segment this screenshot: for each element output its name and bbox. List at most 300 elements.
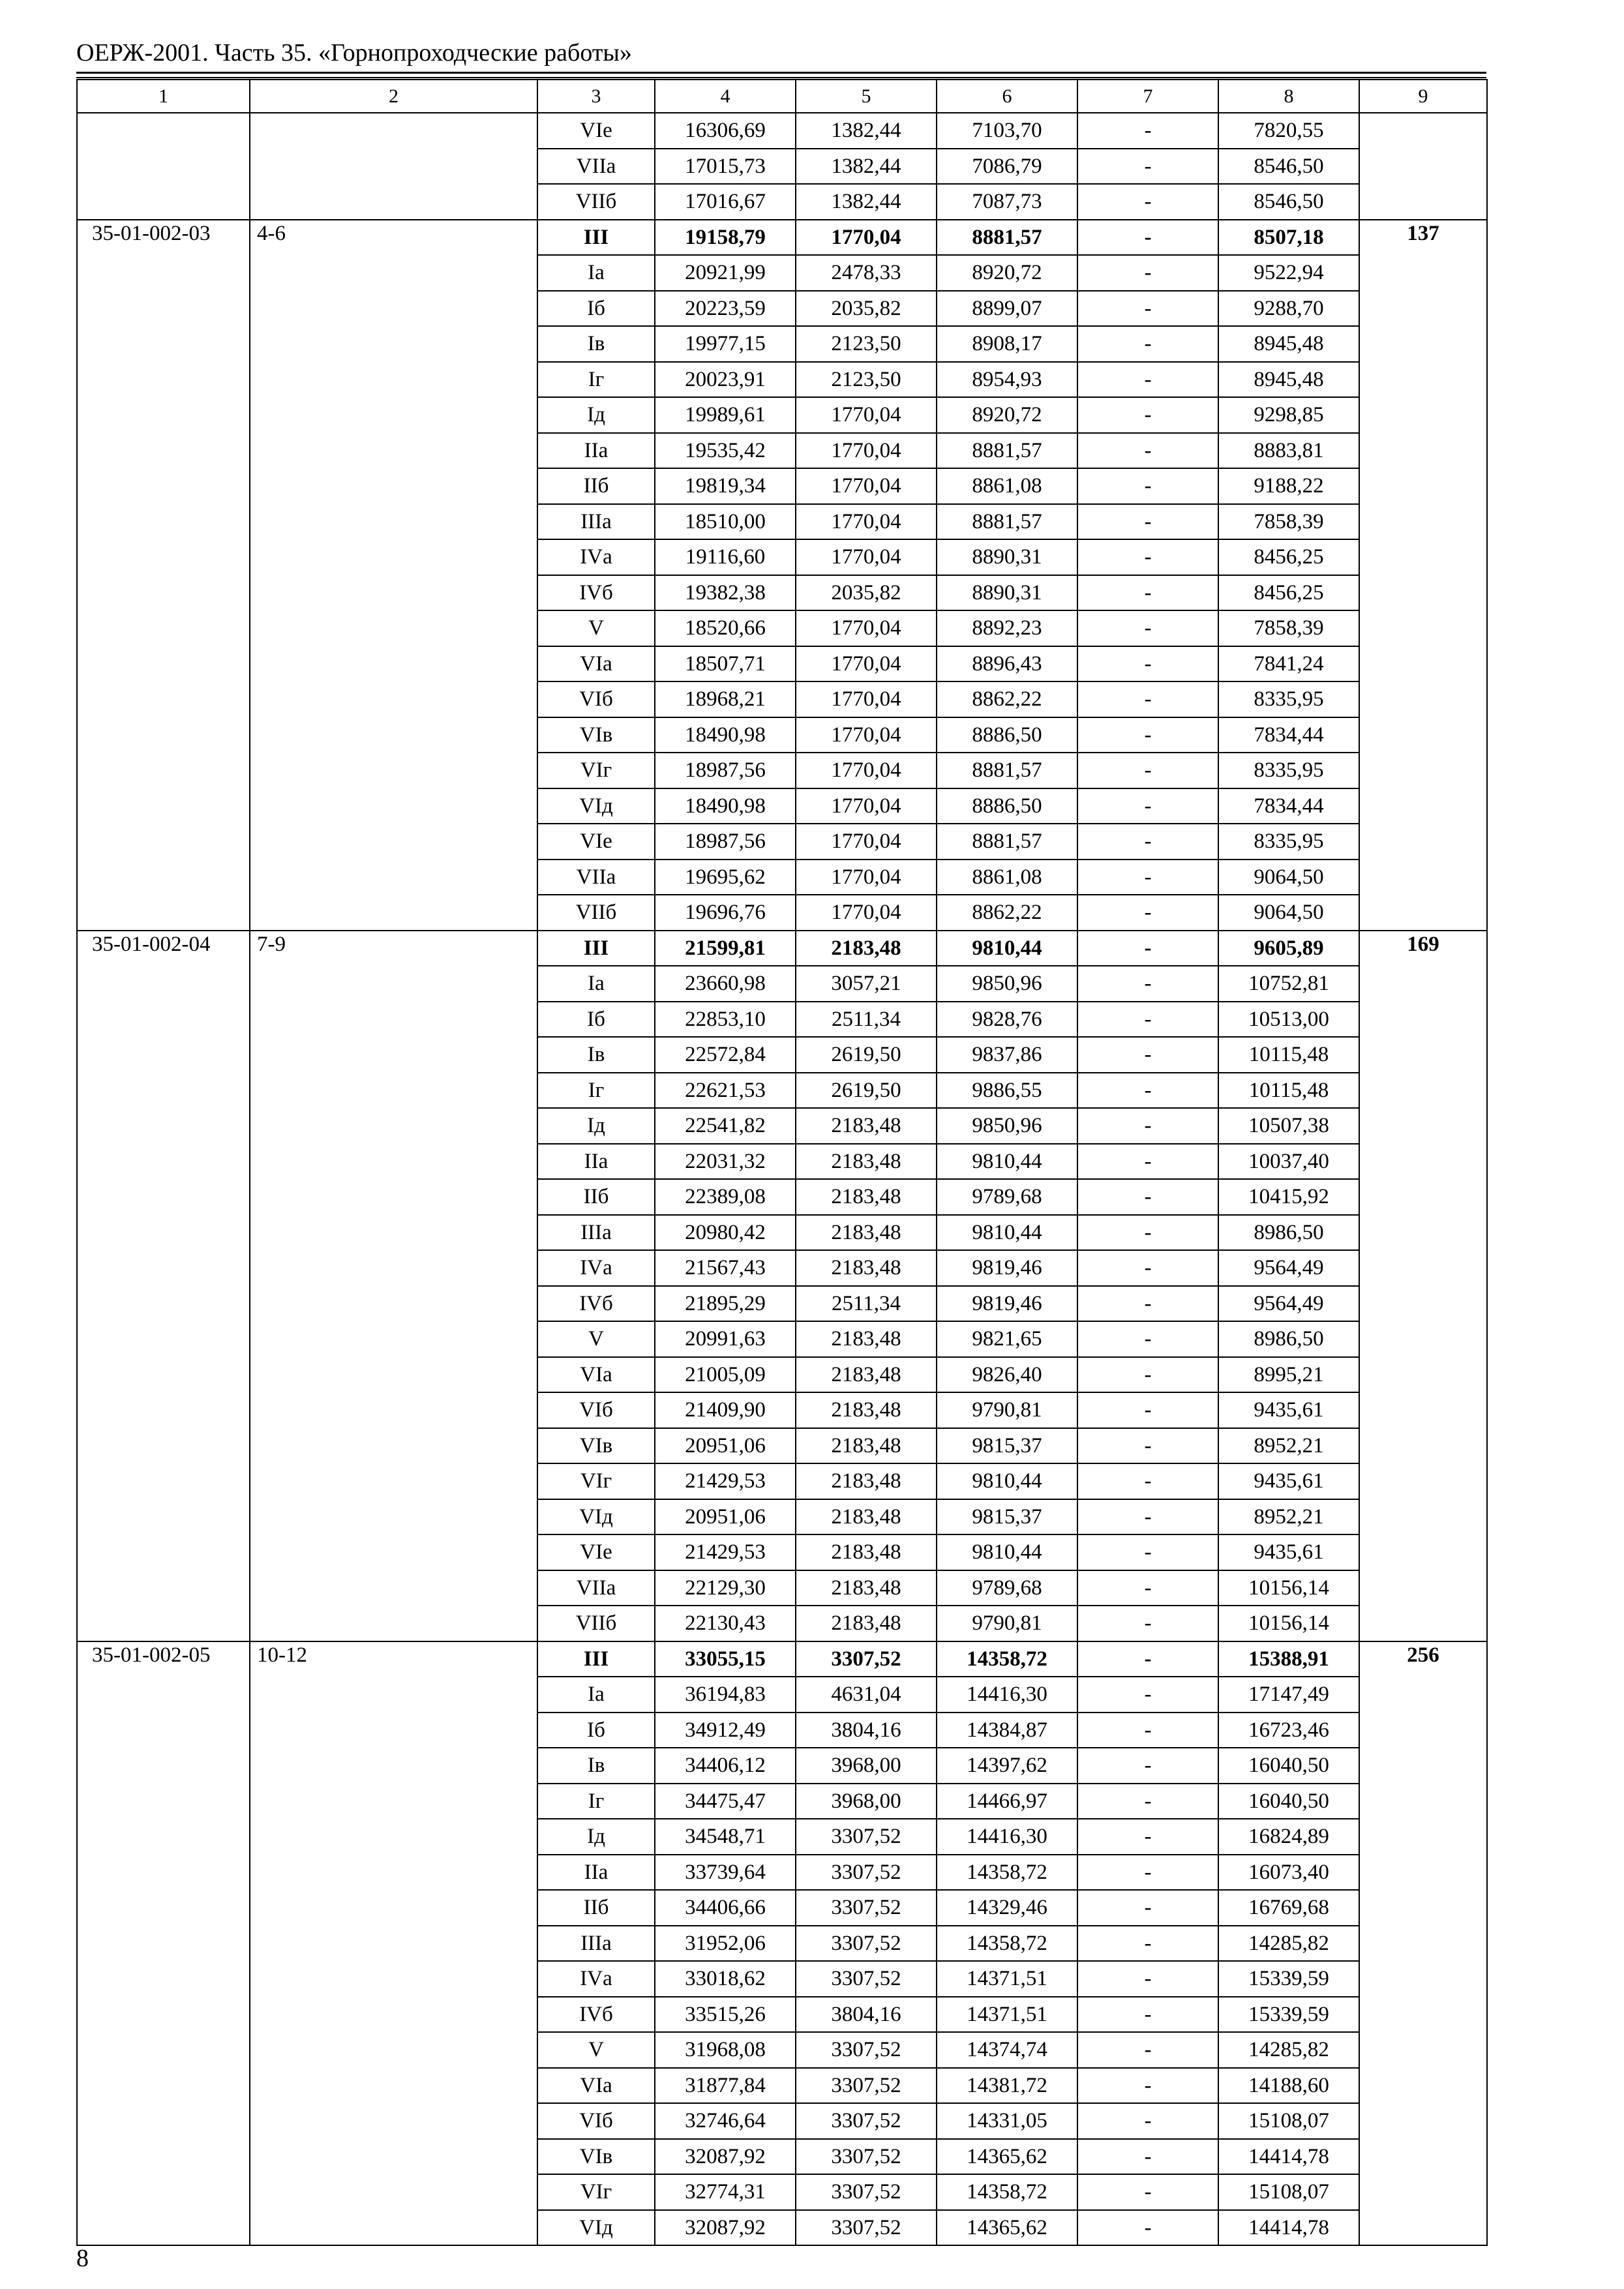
value-cell-c6: 14358,72 [937, 1855, 1077, 1891]
value-cell-c5: 2123,50 [796, 362, 937, 398]
value-cell-c7: - [1077, 539, 1218, 575]
column-header: 2 [250, 80, 537, 113]
value-cell-c6: 9819,46 [937, 1250, 1077, 1286]
value-cell-c4: 19819,34 [655, 468, 796, 504]
value-cell-c6: 8886,50 [937, 788, 1077, 824]
value-cell-c4: 21409,90 [655, 1392, 796, 1428]
category-cell: Iб [537, 1002, 655, 1038]
value-cell-c4: 33739,64 [655, 1855, 796, 1891]
value-cell-c7: - [1077, 1926, 1218, 1962]
value-cell-c6: 7086,79 [937, 149, 1077, 185]
category-cell: VIе [537, 113, 655, 149]
value-cell-c8: 8883,81 [1218, 433, 1359, 469]
value-cell-c7: - [1077, 895, 1218, 931]
column-header: 8 [1218, 80, 1359, 113]
category-cell: Iв [537, 1748, 655, 1784]
value-cell-c5: 2619,50 [796, 1037, 937, 1073]
value-cell-c5: 2123,50 [796, 326, 937, 362]
page-number: 8 [76, 2245, 89, 2272]
value-cell-c4: 31877,84 [655, 2068, 796, 2104]
value-cell-c6: 9815,37 [937, 1428, 1077, 1464]
value-cell-c8: 9522,94 [1218, 255, 1359, 291]
value-cell-c8: 15108,07 [1218, 2103, 1359, 2139]
value-cell-c5: 1770,04 [796, 468, 937, 504]
value-cell-c8: 9564,49 [1218, 1250, 1359, 1286]
value-cell-c6: 14466,97 [937, 1784, 1077, 1819]
category-cell: VIIб [537, 1606, 655, 1641]
value-cell-c5: 1770,04 [796, 539, 937, 575]
column-header: 4 [655, 80, 796, 113]
value-cell-c5: 1770,04 [796, 433, 937, 469]
value-cell-c7: - [1077, 397, 1218, 433]
value-cell-c8: 8945,48 [1218, 326, 1359, 362]
value-cell-c8: 9605,89 [1218, 931, 1359, 966]
category-cell: IVб [537, 1997, 655, 2033]
value-cell-c7: - [1077, 326, 1218, 362]
value-cell-c6: 9850,96 [937, 966, 1077, 1002]
rate-code-cell: 35-01-002-03 [77, 220, 250, 931]
value-cell-c5: 3307,52 [796, 1641, 937, 1677]
value-cell-c8: 7858,39 [1218, 610, 1359, 646]
value-cell-c5: 1770,04 [796, 824, 937, 860]
category-cell: VIг [537, 2174, 655, 2210]
value-cell-c4: 18490,98 [655, 788, 796, 824]
value-cell-c8: 17147,49 [1218, 1677, 1359, 1713]
value-cell-c7: - [1077, 1499, 1218, 1535]
value-cell-c7: - [1077, 1784, 1218, 1819]
value-cell-c8: 9435,61 [1218, 1392, 1359, 1428]
value-cell-c8: 14285,82 [1218, 1926, 1359, 1962]
value-cell-c7: - [1077, 646, 1218, 682]
column-header: 5 [796, 80, 937, 113]
value-cell-c6: 8896,43 [937, 646, 1077, 682]
column-header: 6 [937, 80, 1077, 113]
category-cell: Iа [537, 1677, 655, 1713]
category-cell: IIб [537, 1890, 655, 1926]
value-cell-c8: 8546,50 [1218, 184, 1359, 220]
category-cell: IVб [537, 575, 655, 611]
value-cell-c5: 1770,04 [796, 788, 937, 824]
value-cell-c8: 10115,48 [1218, 1037, 1359, 1073]
value-cell-c8: 9564,49 [1218, 1286, 1359, 1322]
category-cell: Iб [537, 291, 655, 327]
category-cell: Iд [537, 1819, 655, 1855]
category-cell: Iб [537, 1713, 655, 1748]
value-cell-c4: 34406,66 [655, 1890, 796, 1926]
value-cell-c5: 2183,48 [796, 1250, 937, 1286]
value-cell-c6: 8861,08 [937, 860, 1077, 895]
value-cell-c4: 31968,08 [655, 2032, 796, 2068]
value-cell-c8: 10415,92 [1218, 1179, 1359, 1215]
category-cell: VIв [537, 717, 655, 753]
value-cell-c7: - [1077, 2174, 1218, 2210]
value-cell-c4: 20023,91 [655, 362, 796, 398]
value-cell-c5: 3968,00 [796, 1748, 937, 1784]
value-cell-c4: 19382,38 [655, 575, 796, 611]
value-cell-c5: 1382,44 [796, 113, 937, 149]
category-cell: V [537, 1321, 655, 1357]
value-cell-c6: 9819,46 [937, 1286, 1077, 1322]
value-cell-c6: 9790,81 [937, 1606, 1077, 1641]
value-cell-c5: 2035,82 [796, 291, 937, 327]
value-cell-c8: 16073,40 [1218, 1855, 1359, 1891]
value-cell-c8: 8952,21 [1218, 1428, 1359, 1464]
value-cell-c6: 9837,86 [937, 1037, 1077, 1073]
value-cell-c4: 21599,81 [655, 931, 796, 966]
value-cell-c8: 7834,44 [1218, 717, 1359, 753]
value-cell-c6: 9789,68 [937, 1570, 1077, 1606]
value-cell-c8: 16040,50 [1218, 1748, 1359, 1784]
value-cell-c5: 2183,48 [796, 1534, 937, 1570]
rate-code-cell: 35-01-002-04 [77, 931, 250, 1641]
table-body [77, 113, 1487, 2245]
value-cell-c6: 9790,81 [937, 1392, 1077, 1428]
table-row [77, 220, 1487, 256]
value-cell-c5: 2183,48 [796, 1606, 937, 1641]
value-cell-c6: 8881,57 [937, 220, 1077, 256]
value-cell-c5: 3307,52 [796, 2210, 937, 2246]
value-cell-c7: - [1077, 1250, 1218, 1286]
value-cell-c5: 1770,04 [796, 397, 937, 433]
value-cell-c4: 21895,29 [655, 1286, 796, 1322]
value-cell-c6: 9810,44 [937, 931, 1077, 966]
value-cell-c6: 9815,37 [937, 1499, 1077, 1535]
value-cell-c7: - [1077, 1002, 1218, 1038]
column-header: 1 [77, 80, 250, 113]
value-cell-c8: 8507,18 [1218, 220, 1359, 256]
value-cell-c5: 3307,52 [796, 2032, 937, 2068]
value-cell-c4: 33515,26 [655, 1997, 796, 2033]
value-cell-c7: - [1077, 255, 1218, 291]
value-cell-c4: 22621,53 [655, 1073, 796, 1109]
value-cell-c6: 8954,93 [937, 362, 1077, 398]
value-cell-c4: 34475,47 [655, 1784, 796, 1819]
value-cell-c7: - [1077, 362, 1218, 398]
category-cell: V [537, 2032, 655, 2068]
rate-code-cell [77, 113, 250, 220]
value-cell-c5: 3057,21 [796, 966, 937, 1002]
value-cell-c5: 2183,48 [796, 1428, 937, 1464]
value-cell-c5: 2183,48 [796, 1392, 937, 1428]
value-cell-c8: 9064,50 [1218, 860, 1359, 895]
value-cell-c7: - [1077, 1748, 1218, 1784]
value-cell-c6: 9810,44 [937, 1534, 1077, 1570]
value-cell-c7: - [1077, 753, 1218, 788]
value-cell-c4: 22541,82 [655, 1108, 796, 1144]
header-rule-secondary [76, 77, 1486, 78]
value-cell-c5: 3804,16 [796, 1997, 937, 2033]
value-cell-c8: 8335,95 [1218, 824, 1359, 860]
category-cell: VIIб [537, 184, 655, 220]
value-cell-c6: 9821,65 [937, 1321, 1077, 1357]
category-cell: IIа [537, 433, 655, 469]
value-cell-c7: - [1077, 966, 1218, 1002]
value-cell-c6: 8892,23 [937, 610, 1077, 646]
value-cell-c6: 9850,96 [937, 1108, 1077, 1144]
category-cell: V [537, 610, 655, 646]
value-cell-c5: 1770,04 [796, 717, 937, 753]
category-cell: VIIа [537, 149, 655, 185]
category-cell: IVа [537, 1961, 655, 1997]
value-cell-c5: 2183,48 [796, 1179, 937, 1215]
value-cell-c7: - [1077, 1961, 1218, 1997]
value-cell-c7: - [1077, 2068, 1218, 2104]
category-cell: VIг [537, 1463, 655, 1499]
value-cell-c4: 21429,53 [655, 1463, 796, 1499]
value-cell-c4: 16306,69 [655, 113, 796, 149]
value-cell-c7: - [1077, 1037, 1218, 1073]
category-cell: Iг [537, 1073, 655, 1109]
value-cell-c6: 8890,31 [937, 539, 1077, 575]
value-cell-c4: 19977,15 [655, 326, 796, 362]
value-cell-c7: - [1077, 291, 1218, 327]
value-cell-c7: - [1077, 1606, 1218, 1641]
value-cell-c7: - [1077, 1144, 1218, 1180]
category-cell: III [537, 1641, 655, 1677]
value-cell-c6: 8862,22 [937, 895, 1077, 931]
value-cell-c5: 3307,52 [796, 2139, 937, 2175]
value-cell-c8: 8546,50 [1218, 149, 1359, 185]
value-cell-c5: 1382,44 [796, 149, 937, 185]
value-cell-c5: 3307,52 [796, 2103, 937, 2139]
value-cell-c4: 20951,06 [655, 1428, 796, 1464]
value-cell-c5: 1770,04 [796, 220, 937, 256]
value-cell-c7: - [1077, 931, 1218, 966]
value-cell-c7: - [1077, 1108, 1218, 1144]
value-cell-c7: - [1077, 1570, 1218, 1606]
value-cell-c8: 9435,61 [1218, 1534, 1359, 1570]
value-cell-c6: 9789,68 [937, 1179, 1077, 1215]
value-cell-c4: 18510,00 [655, 504, 796, 540]
value-cell-c4: 20951,06 [655, 1499, 796, 1535]
category-cell: IVб [537, 1286, 655, 1322]
category-cell: III [537, 220, 655, 256]
value-cell-c4: 17015,73 [655, 149, 796, 185]
value-cell-c8: 10037,40 [1218, 1144, 1359, 1180]
category-cell: VIд [537, 788, 655, 824]
value-cell-c8: 7858,39 [1218, 504, 1359, 540]
range-cell: 7-9 [250, 931, 537, 1641]
value-cell-c4: 19696,76 [655, 895, 796, 931]
value-cell-c6: 8861,08 [937, 468, 1077, 504]
value-cell-c4: 34548,71 [655, 1819, 796, 1855]
value-cell-c4: 33018,62 [655, 1961, 796, 1997]
value-cell-c5: 1770,04 [796, 681, 937, 717]
category-cell: VIг [537, 753, 655, 788]
value-cell-c8: 7820,55 [1218, 113, 1359, 149]
category-cell: Iг [537, 1784, 655, 1819]
value-cell-c8: 8945,48 [1218, 362, 1359, 398]
value-cell-c8: 8995,21 [1218, 1357, 1359, 1393]
column-number-row [77, 80, 1487, 113]
value-cell-c8: 10752,81 [1218, 966, 1359, 1002]
value-cell-c4: 17016,67 [655, 184, 796, 220]
range-cell: 4-6 [250, 220, 537, 931]
value-cell-c8: 16824,89 [1218, 1819, 1359, 1855]
value-cell-c4: 18987,56 [655, 824, 796, 860]
value-cell-c8: 14188,60 [1218, 2068, 1359, 2104]
category-cell: VIе [537, 1534, 655, 1570]
category-cell: IIа [537, 1855, 655, 1891]
value-cell-c6: 14358,72 [937, 1926, 1077, 1962]
value-cell-c7: - [1077, 2032, 1218, 2068]
value-cell-c6: 7087,73 [937, 184, 1077, 220]
value-cell-c7: - [1077, 717, 1218, 753]
value-cell-c5: 2183,48 [796, 1215, 937, 1251]
value-cell-c7: - [1077, 468, 1218, 504]
value-cell-c4: 21005,09 [655, 1357, 796, 1393]
value-cell-c5: 4631,04 [796, 1677, 937, 1713]
value-cell-c8: 14285,82 [1218, 2032, 1359, 2068]
value-cell-c8: 9435,61 [1218, 1463, 1359, 1499]
category-cell: Iд [537, 1108, 655, 1144]
value-cell-c5: 3307,52 [796, 2174, 937, 2210]
value-cell-c8: 16769,68 [1218, 1890, 1359, 1926]
value-cell-c8: 8335,95 [1218, 681, 1359, 717]
category-cell: VIа [537, 1357, 655, 1393]
value-cell-c5: 1770,04 [796, 860, 937, 895]
value-cell-c8: 14414,78 [1218, 2139, 1359, 2175]
value-cell-c5: 3307,52 [796, 1961, 937, 1997]
value-cell-c7: - [1077, 2210, 1218, 2246]
value-cell-c5: 1770,04 [796, 895, 937, 931]
rates-table [76, 79, 1488, 2246]
value-cell-c7: - [1077, 1215, 1218, 1251]
value-cell-c7: - [1077, 1073, 1218, 1109]
value-cell-c4: 19158,79 [655, 220, 796, 256]
value-cell-c6: 14365,62 [937, 2210, 1077, 2246]
value-cell-c4: 22129,30 [655, 1570, 796, 1606]
value-cell-c7: - [1077, 1428, 1218, 1464]
value-cell-c5: 2183,48 [796, 1357, 937, 1393]
category-cell: VIа [537, 2068, 655, 2104]
value-cell-c4: 23660,98 [655, 966, 796, 1002]
category-cell: Iа [537, 966, 655, 1002]
value-cell-c7: - [1077, 433, 1218, 469]
value-cell-c7: - [1077, 575, 1218, 611]
value-cell-c5: 3307,52 [796, 2068, 937, 2104]
value-cell-c4: 19989,61 [655, 397, 796, 433]
value-cell-c4: 20980,42 [655, 1215, 796, 1251]
value-cell-c4: 19695,62 [655, 860, 796, 895]
value-cell-c7: - [1077, 1677, 1218, 1713]
table-row [77, 1641, 1487, 1677]
value-cell-c6: 14331,05 [937, 2103, 1077, 2139]
value-cell-c8: 8335,95 [1218, 753, 1359, 788]
value-cell-c4: 22389,08 [655, 1179, 796, 1215]
category-cell: IIа [537, 1144, 655, 1180]
value-cell-c7: - [1077, 824, 1218, 860]
value-cell-c4: 20223,59 [655, 291, 796, 327]
value-cell-c7: - [1077, 1179, 1218, 1215]
value-cell-c8: 10156,14 [1218, 1606, 1359, 1641]
value-cell-c5: 1382,44 [796, 184, 937, 220]
category-cell: IIIа [537, 1215, 655, 1251]
range-cell [250, 113, 537, 220]
category-cell: III [537, 931, 655, 966]
category-cell: Iв [537, 1037, 655, 1073]
value-cell-c5: 2511,34 [796, 1002, 937, 1038]
value-cell-c6: 9826,40 [937, 1357, 1077, 1393]
value-cell-c4: 32746,64 [655, 2103, 796, 2139]
value-cell-c8: 8952,21 [1218, 1499, 1359, 1535]
column-header: 9 [1359, 80, 1487, 113]
category-cell: VIа [537, 646, 655, 682]
category-cell: VIв [537, 2139, 655, 2175]
value-cell-c6: 8862,22 [937, 681, 1077, 717]
column-9-cell: 137 [1359, 220, 1487, 931]
category-cell: VIд [537, 2210, 655, 2246]
category-cell: Iд [537, 397, 655, 433]
value-cell-c8: 8986,50 [1218, 1215, 1359, 1251]
value-cell-c6: 8920,72 [937, 397, 1077, 433]
value-cell-c6: 8881,57 [937, 433, 1077, 469]
value-cell-c8: 15339,59 [1218, 1961, 1359, 1997]
value-cell-c4: 22130,43 [655, 1606, 796, 1641]
category-cell: VIб [537, 1392, 655, 1428]
category-cell: IVа [537, 1250, 655, 1286]
value-cell-c7: - [1077, 149, 1218, 185]
column-9-cell: 256 [1359, 1641, 1487, 2246]
value-cell-c5: 3804,16 [796, 1713, 937, 1748]
value-cell-c7: - [1077, 184, 1218, 220]
value-cell-c6: 9886,55 [937, 1073, 1077, 1109]
category-cell: VIб [537, 2103, 655, 2139]
value-cell-c8: 15339,59 [1218, 1997, 1359, 2033]
value-cell-c7: - [1077, 1819, 1218, 1855]
value-cell-c7: - [1077, 1321, 1218, 1357]
value-cell-c6: 8881,57 [937, 753, 1077, 788]
column-9-cell: 169 [1359, 931, 1487, 1641]
value-cell-c5: 1770,04 [796, 753, 937, 788]
value-cell-c6: 14371,51 [937, 1961, 1077, 1997]
category-cell: VIб [537, 681, 655, 717]
value-cell-c5: 1770,04 [796, 646, 937, 682]
value-cell-c4: 32774,31 [655, 2174, 796, 2210]
value-cell-c6: 8920,72 [937, 255, 1077, 291]
value-cell-c5: 2183,48 [796, 1108, 937, 1144]
value-cell-c7: - [1077, 1286, 1218, 1322]
category-cell: IIб [537, 468, 655, 504]
value-cell-c8: 9288,70 [1218, 291, 1359, 327]
value-cell-c5: 2183,48 [796, 1321, 937, 1357]
value-cell-c7: - [1077, 504, 1218, 540]
value-cell-c8: 14414,78 [1218, 2210, 1359, 2246]
value-cell-c5: 2183,48 [796, 1463, 937, 1499]
value-cell-c4: 18507,71 [655, 646, 796, 682]
value-cell-c4: 20991,63 [655, 1321, 796, 1357]
value-cell-c7: - [1077, 220, 1218, 256]
value-cell-c8: 9298,85 [1218, 397, 1359, 433]
value-cell-c7: - [1077, 1855, 1218, 1891]
column-9-cell [1359, 113, 1487, 220]
value-cell-c6: 8890,31 [937, 575, 1077, 611]
value-cell-c7: - [1077, 610, 1218, 646]
value-cell-c4: 18987,56 [655, 753, 796, 788]
value-cell-c6: 14371,51 [937, 1997, 1077, 2033]
value-cell-c5: 2619,50 [796, 1073, 937, 1109]
value-cell-c6: 8881,57 [937, 824, 1077, 860]
value-cell-c6: 9810,44 [937, 1144, 1077, 1180]
value-cell-c4: 34406,12 [655, 1748, 796, 1784]
value-cell-c6: 9828,76 [937, 1002, 1077, 1038]
value-cell-c4: 19535,42 [655, 433, 796, 469]
value-cell-c5: 2183,48 [796, 1570, 937, 1606]
value-cell-c6: 14329,46 [937, 1890, 1077, 1926]
value-cell-c4: 22853,10 [655, 1002, 796, 1038]
value-cell-c6: 14374,74 [937, 2032, 1077, 2068]
value-cell-c6: 8899,07 [937, 291, 1077, 327]
